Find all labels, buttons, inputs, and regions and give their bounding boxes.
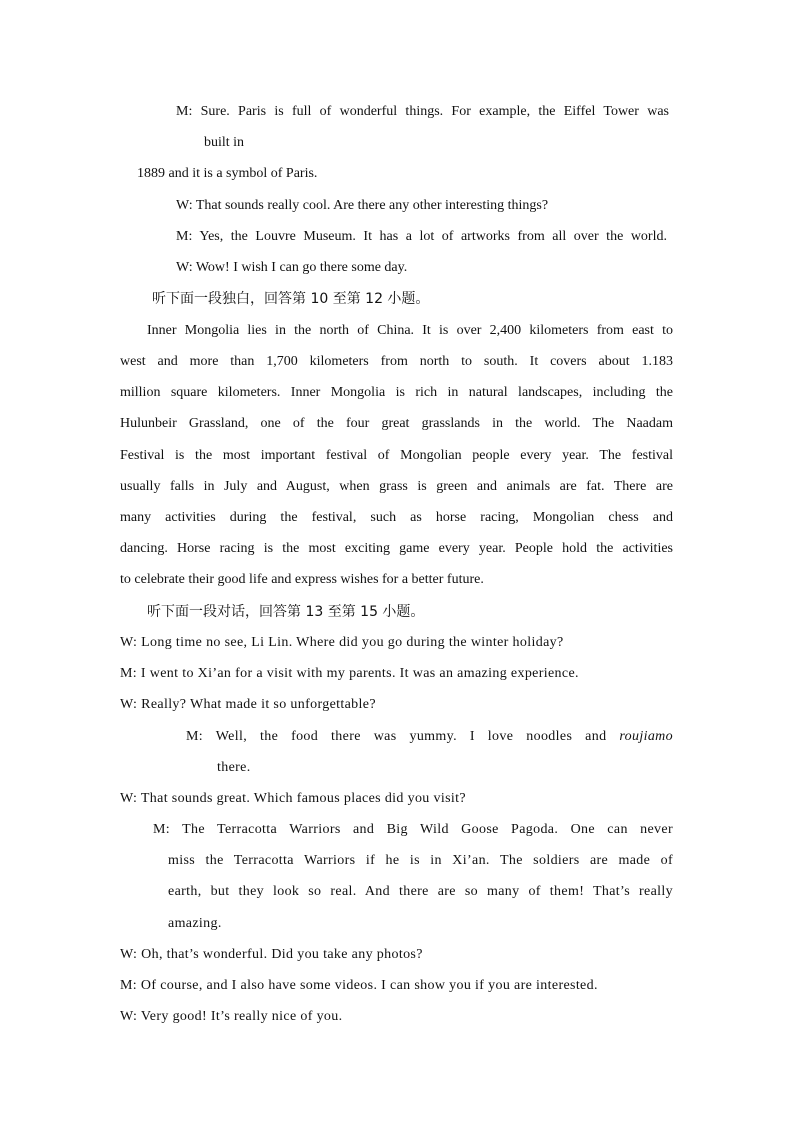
monologue-line-8: dancing. Horse racing is the most exciting game every year. People hold the activities xyxy=(120,541,673,556)
dialogue2-line-13: W: Very good! It’s really nice of you. xyxy=(120,1009,343,1024)
dialogue2-line-7: M: The Terracotta Warriors and Big Wild Goose Pagoda. One can never xyxy=(153,822,673,837)
dialogue2-line-12: M: Of course, and I also have some videos. I can show you if you are interested. xyxy=(120,978,598,993)
monologue-line-1: Inner Mongolia lies in the north of China. It is over 2,400 kilometers from east to xyxy=(147,323,673,338)
dialogue2-line-3: W: Really? What made it so unforgettable? xyxy=(120,697,376,712)
monologue-line-5: Festival is the most important festival of Mongolian people every year. The festival xyxy=(120,448,673,463)
dialogue2-line-11: W: Oh, that’s wonderful. Did you take any photos? xyxy=(120,947,423,962)
dialogue2-line-9: earth, but they look so real. And there are so many of them! That’s really xyxy=(168,884,673,899)
monologue-line-6: usually falls in July and August, when grass is green and animals are fat. There are xyxy=(120,479,673,494)
dialogue1-line-5: M: Yes, the Louvre Museum. It has a lot of artworks from all over the world. xyxy=(176,229,667,244)
dialogue2-line-5: there. xyxy=(217,760,251,775)
dialogue-heading: 听下面一段对话，回答第 13 至第 15 小题。 xyxy=(147,604,425,620)
dialogue1-line-1: M: Sure. Paris is full of wonderful things. For example, the Eiffel Tower was xyxy=(176,104,669,119)
monologue-line-4: Hulunbeir Grassland, one of the four great grasslands in the world. The Naadam xyxy=(120,416,673,431)
dialogue2-line-4-italic-word: roujiamo xyxy=(619,729,673,744)
dialogue1-line-6: W: Wow! I wish I can go there some day. xyxy=(176,260,408,275)
dialogue2-line-4-text: M: Well, the food there was yummy. I love noodles and xyxy=(186,729,620,744)
monologue-line-2: west and more than 1,700 kilometers from north to south. It covers about 1.183 xyxy=(120,354,673,369)
monologue-line-3: million square kilometers. Inner Mongolia is rich in natural landscapes, including the xyxy=(120,385,673,400)
dialogue2-line-6: W: That sounds great. Which famous places did you visit? xyxy=(120,791,466,806)
dialogue2-line-2: M: I went to Xi’an for a visit with my parents. It was an amazing experience. xyxy=(120,666,579,681)
monologue-line-7: many activities during the festival, such as horse racing, Mongolian chess and xyxy=(120,510,673,525)
monologue-line-9: to celebrate their good life and express wishes for a better future. xyxy=(120,572,484,587)
dialogue2-line-8: miss the Terracotta Warriors if he is in Xi’an. The soldiers are made of xyxy=(168,853,673,868)
monologue-heading: 听下面一段独白，回答第 10 至第 12 小题。 xyxy=(152,291,430,307)
dialogue2-line-4 xyxy=(186,728,673,746)
dialogue2-line-1: W: Long time no see, Li Lin. Where did you go during the winter holiday? xyxy=(120,635,564,650)
dialogue2-line-10: amazing. xyxy=(168,916,222,931)
dialogue1-line-4: W: That sounds really cool. Are there any other interesting things? xyxy=(176,198,549,213)
dialogue1-line-3: 1889 and it is a symbol of Paris. xyxy=(137,166,318,181)
dialogue1-line-2: built in xyxy=(204,135,245,150)
